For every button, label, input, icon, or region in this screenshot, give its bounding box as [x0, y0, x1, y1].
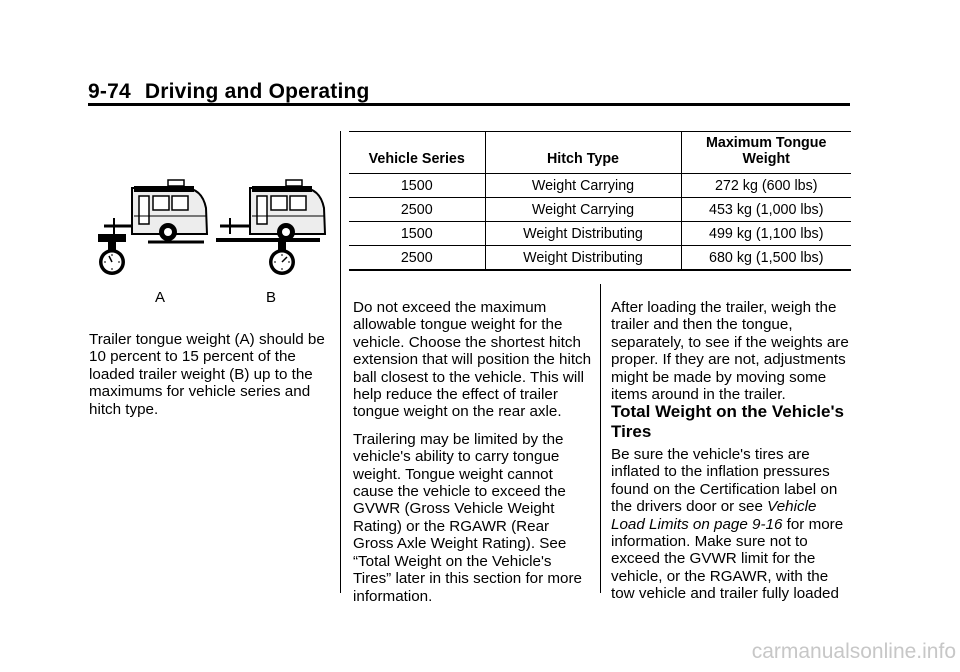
- table-cell: 680 kg (1,500 lbs): [681, 246, 851, 271]
- column-divider-right: [600, 284, 601, 593]
- header-rule: [88, 103, 850, 106]
- table-row: [349, 174, 851, 198]
- table-cell: Weight Carrying: [485, 174, 681, 198]
- table-cell: 499 kg (1,100 lbs): [681, 222, 851, 246]
- table-cell: 1500: [349, 222, 485, 246]
- page-number: 9-74: [88, 80, 131, 103]
- table-header: Hitch Type: [485, 132, 681, 174]
- figure-label-a: A: [155, 289, 166, 306]
- trailer-a-icon: [98, 180, 207, 275]
- table-row: [349, 222, 851, 246]
- table-cell: Weight Carrying: [485, 198, 681, 222]
- table-header: Maximum Tongue Weight: [681, 132, 851, 174]
- table-cell: 453 kg (1,000 lbs): [681, 198, 851, 222]
- body-paragraph: Do not exceed the maximum allowable tongue weight for the vehicle. Choose the shortest hitch extension that will position the hitch ball closest to the vehicle. This will help reduce the effect of trailer tongue weight on the rear axle.: [353, 299, 592, 421]
- trailer-b-icon: [216, 180, 325, 275]
- table-cell: 2500: [349, 246, 485, 271]
- section-subheading: Total Weight on the Vehicle's Tires: [611, 402, 844, 441]
- table-cell: Weight Distributing: [485, 222, 681, 246]
- right-column-bottom: [611, 446, 851, 613]
- tongue-weight-table: [349, 131, 851, 271]
- table-cell: Weight Distributing: [485, 246, 681, 271]
- figure-label-b: B: [266, 289, 277, 306]
- table-cell: 1500: [349, 174, 485, 198]
- trailer-tongue-weight-illustration: [92, 168, 332, 288]
- table-row: [349, 198, 851, 222]
- table-header: Vehicle Series: [349, 132, 485, 174]
- right-column-top: [611, 299, 851, 413]
- table-cell: 272 kg (600 lbs): [681, 174, 851, 198]
- table-header-row: [349, 132, 851, 174]
- footer-watermark: carmanualsonline.info: [751, 640, 956, 663]
- table-row: [349, 246, 851, 271]
- table-cell: 2500: [349, 198, 485, 222]
- column-divider-left: [340, 131, 341, 593]
- body-paragraph: Be sure the vehicle's tires are inflated to the inflation pressures found on the Certification label on the drivers door or see Vehicle Load Limits on page 9-16 for more information. Make sure not to exceed the GVWR limit for the vehicle, or the RGAWR, with the tow vehicle and trailer fully loaded: [611, 446, 844, 603]
- tongue-weight-paragraph: Trailer tongue weight (A) should be 10 percent to 15 percent of the loaded trailer weight (B) up to the maximums for vehicle series and hitch type.: [89, 331, 325, 418]
- middle-column: [353, 299, 593, 615]
- page-reference-link[interactable]: Vehicle Load Limits on page 9-16: [611, 498, 817, 533]
- page-header: [88, 80, 370, 104]
- body-paragraph: Trailering may be limited by the vehicle's ability to carry tongue weight. Tongue weight cannot cause the vehicle to exceed the GVWR (Gross Vehicle Weight Rating) or the RGAWR (Rear Gross Axle Weight Rating). See “Total Weight on the Vehicle's Tires” later in this section for more information.: [353, 430, 583, 605]
- left-column: [89, 331, 329, 428]
- section-title: Driving and Operating: [144, 80, 370, 103]
- body-paragraph: After loading the trailer, weigh the trailer and then the tongue, separately, to see if the weights are proper. If they are not, adjustments might be made by moving some items around in the trailer.: [611, 299, 849, 404]
